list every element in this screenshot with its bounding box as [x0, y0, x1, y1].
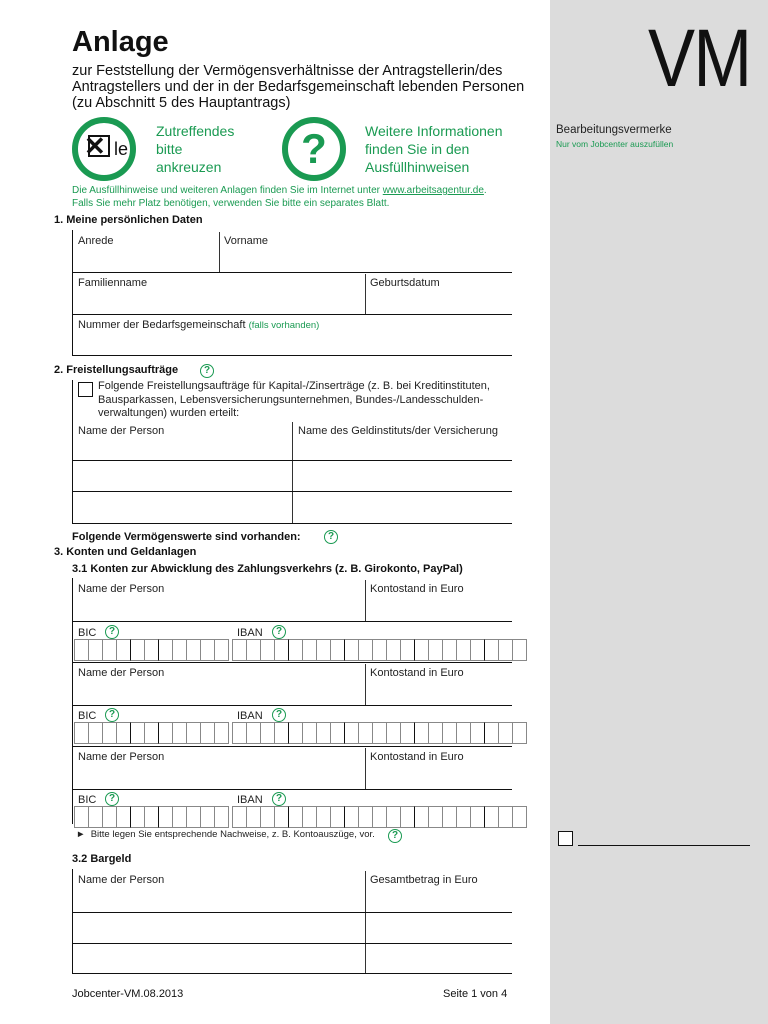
help-question-icon[interactable]: ?	[200, 364, 214, 378]
divider	[72, 912, 512, 913]
freistellung-checkbox[interactable]	[78, 382, 93, 397]
fill-in-note: Die Ausfüllhinweise und weiteren Anlagen finden Sie im Internet unter www.arbeitsagentur.de. Falls Sie mehr Platz benötigen, verwenden Sie bitte ein separates Blatt.	[72, 185, 487, 209]
iban-input[interactable]	[232, 806, 527, 828]
divider	[72, 943, 512, 944]
info-hint: Weitere Informationen finden Sie in den Ausfüllhinweisen	[365, 123, 503, 175]
section31-left-border	[72, 578, 73, 824]
footer-form-code: Jobcenter-VM.08.2013	[72, 988, 184, 1000]
page-title: Anlage	[72, 26, 169, 58]
page-subtitle: zur Feststellung der Vermögensverhältnisse der Antragstellerin/des Antragstellers und der in der Bedarfsgemeinschaft lebenden Personen (zu Abschnitt 5 des Hauptantrags)	[72, 63, 525, 111]
help-question-icon[interactable]: ?	[272, 792, 286, 806]
help-question-icon[interactable]: ?	[272, 625, 286, 639]
divider	[72, 491, 512, 492]
bic-input[interactable]	[74, 639, 229, 661]
tick-example-icon: ✕ le	[72, 117, 136, 181]
iban-label: IBAN	[237, 794, 263, 806]
divider	[365, 274, 366, 314]
iban-input[interactable]	[232, 722, 527, 744]
col-institut-label: Name des Geldinstituts/der Versicherung	[298, 425, 498, 437]
divider	[72, 272, 512, 273]
arrow-right-icon: ►	[76, 829, 86, 840]
col-person-label: Name der Person	[78, 425, 165, 437]
section3-heading: 3. Konten und Geldanlagen	[54, 546, 197, 558]
name-person-label: Name der Person	[78, 874, 165, 886]
divider	[365, 748, 366, 790]
bg-nummer-label: Nummer der Bedarfsgemeinschaft (falls vorhanden)	[78, 319, 320, 331]
footer-page-number: Seite 1 von 4	[443, 988, 508, 1000]
divider	[365, 580, 366, 622]
bic-label: BIC	[78, 794, 97, 806]
section31-heading: 3.1 Konten zur Abwicklung des Zahlungsverkehrs (z. B. Girokonto, PayPal)	[72, 563, 463, 575]
bic-label: BIC	[78, 627, 97, 639]
divider	[72, 621, 512, 622]
name-person-label: Name der Person	[78, 583, 165, 595]
sidebar-subtitle: Nur vom Jobcenter auszufüllen	[556, 139, 674, 149]
processing-sidebar	[550, 0, 768, 1024]
bic-label: BIC	[78, 710, 97, 722]
nachweis-hint: ► Bitte legen Sie entsprechende Nachweise, z. B. Kontoauszüge, vor.	[76, 829, 375, 840]
assets-intro: Folgende Vermögenswerte sind vorhanden:	[72, 531, 301, 543]
section2-heading: 2. Freistellungsaufträge	[54, 364, 179, 376]
geburtsdatum-label: Geburtsdatum	[370, 277, 440, 289]
sidebar-title: Bearbeitungsvermerke	[556, 124, 672, 136]
kontostand-label: Kontostand in Euro	[370, 667, 464, 679]
website-link[interactable]: www.arbeitsagentur.de	[382, 185, 484, 196]
divider	[365, 871, 366, 973]
iban-label: IBAN	[237, 710, 263, 722]
section1-left-border	[72, 230, 73, 356]
section2-left-border	[72, 380, 73, 524]
divider	[72, 705, 512, 706]
sidebar-line	[578, 845, 750, 846]
divider	[72, 789, 512, 790]
anrede-label: Anrede	[78, 235, 114, 247]
kontostand-label: Kontostand in Euro	[370, 751, 464, 763]
help-question-icon[interactable]: ?	[388, 829, 402, 843]
help-question-icon[interactable]: ?	[324, 530, 338, 544]
divider	[72, 973, 512, 974]
divider	[72, 746, 512, 747]
divider	[72, 355, 512, 356]
freistellung-text: Folgende Freistellungsaufträge für Kapital-/Zinserträge (z. B. bei Kreditinstituten, Bausparkassen, Lebensversicherungsunternehmen, Bundes-/Landesschulden- verwaltungen) wurden erteilt:	[98, 380, 490, 419]
divider	[72, 314, 512, 315]
divider	[72, 460, 512, 461]
divider	[219, 232, 220, 272]
info-question-icon: ?	[282, 117, 346, 181]
divider	[72, 662, 512, 663]
divider	[72, 523, 512, 524]
kontostand-label: Kontostand in Euro	[370, 583, 464, 595]
iban-label: IBAN	[237, 627, 263, 639]
bic-input[interactable]	[74, 806, 229, 828]
iban-input[interactable]	[232, 639, 527, 661]
divider	[365, 664, 366, 706]
section1-heading: 1. Meine persönlichen Daten	[54, 214, 203, 226]
name-person-label: Name der Person	[78, 667, 165, 679]
help-question-icon[interactable]: ?	[105, 708, 119, 722]
section32-heading: 3.2 Bargeld	[72, 853, 132, 865]
help-question-icon[interactable]: ?	[105, 792, 119, 806]
name-person-label: Name der Person	[78, 751, 165, 763]
gesamtbetrag-label: Gesamtbetrag in Euro	[370, 874, 478, 886]
tick-hint: Zutreffendes bitte ankreuzen	[156, 123, 235, 175]
vorname-label: Vorname	[224, 235, 269, 247]
sidebar-checkbox[interactable]	[558, 831, 573, 846]
form-code-vm: VM	[648, 13, 751, 104]
section32-left-border	[72, 869, 73, 973]
help-question-icon[interactable]: ?	[272, 708, 286, 722]
help-question-icon[interactable]: ?	[105, 625, 119, 639]
familienname-label: Familienname	[78, 277, 148, 289]
divider	[292, 422, 293, 524]
bic-input[interactable]	[74, 722, 229, 744]
